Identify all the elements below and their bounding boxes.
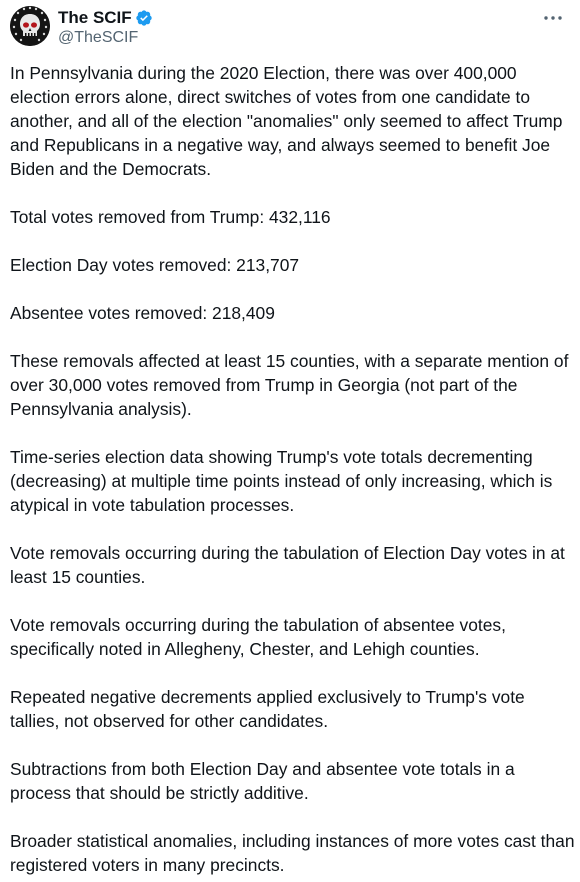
display-name[interactable]: The SCIF	[58, 7, 132, 27]
author-names	[58, 7, 153, 47]
tweet-header	[10, 6, 570, 50]
tweet-text	[10, 61, 576, 877]
more-options-icon	[543, 15, 563, 21]
paragraph-absentee-tabulation: Vote removals occurring during the tabulation of absentee votes, specifically noted in Allegheny, Chester, and Lehigh counties.	[10, 615, 506, 659]
verified-badge-icon	[135, 9, 153, 27]
paragraph-intro: In Pennsylvania during the 2020 Election, there was over 400,000 election errors alone, direct switches of votes from one candidate to another, and all of the election "anomalies" only seemed to affect Trump and Republicans in a negative way, and always seemed to benefit Joe Biden and the Democrats.	[10, 63, 563, 179]
paragraph-total-removed: Total votes removed from Trump: 432,116	[10, 207, 331, 227]
skull-icon	[10, 6, 50, 46]
paragraph-time-series: Time-series election data showing Trump's vote totals decrementing (decreasing) at multiple time points instead of only increasing, which is atypical in vote tabulation processes.	[10, 447, 553, 515]
paragraph-election-day-tabulation: Vote removals occurring during the tabulation of Election Day votes in at least 15 counties.	[10, 543, 565, 587]
name-row	[58, 7, 153, 28]
more-options-button[interactable]	[540, 8, 566, 28]
paragraph-election-day-removed: Election Day votes removed: 213,707	[10, 255, 300, 275]
paragraph-negative-decrements: Repeated negative decrements applied exclusively to Trump's vote tallies, not observed for other candidates.	[10, 687, 525, 731]
handle[interactable]: @TheSCIF	[58, 29, 139, 46]
paragraph-counties-affected: These removals affected at least 15 counties, with a separate mention of over 30,000 votes removed from Trump in Georgia (not part of the Pennsylvania analysis).	[10, 351, 569, 419]
paragraph-absentee-removed: Absentee votes removed: 218,409	[10, 303, 275, 323]
paragraph-statistical-anomalies: Broader statistical anomalies, including instances of more votes cast than registered voters in many precincts.	[10, 831, 575, 875]
paragraph-subtractions: Subtractions from both Election Day and absentee vote totals in a process that should be strictly additive.	[10, 759, 515, 803]
avatar[interactable]	[10, 6, 50, 46]
